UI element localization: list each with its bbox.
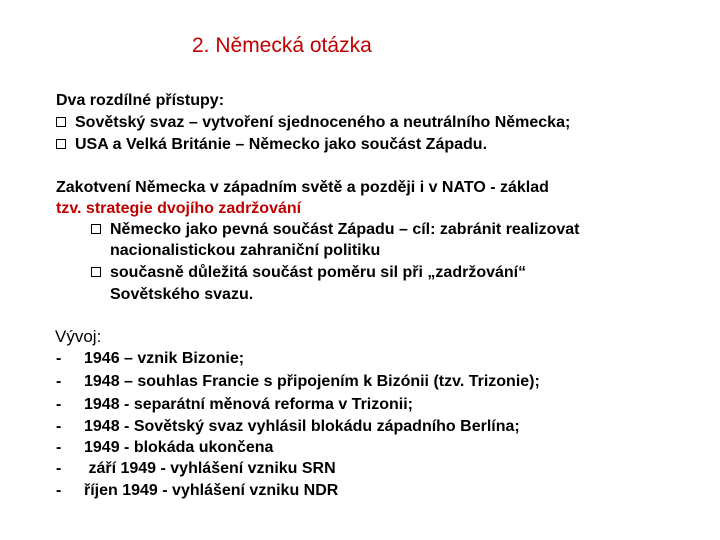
- page-title: 2. Německá otázka: [192, 34, 372, 57]
- anchoring-item-continuation: nacionalistickou zahraniční politiku: [110, 242, 381, 259]
- anchoring-item: [91, 220, 580, 240]
- intro-item: [56, 113, 570, 133]
- hollow-square-bullet-icon: [56, 117, 66, 127]
- list-item-text: 1948 - Sovětský svaz vyhlásil blokádu západního Berlína;: [84, 418, 520, 435]
- intro-heading: Dva rozdílné přístupy:: [56, 92, 225, 109]
- intro-item: [56, 135, 487, 155]
- dash-marker: -: [56, 418, 62, 435]
- list-item: [56, 438, 273, 458]
- list-item: [56, 417, 520, 437]
- list-item: [56, 459, 336, 479]
- dash-marker: -: [56, 439, 62, 456]
- anchoring-item-text: současně důležitá součást poměru sil při „zadržování“: [110, 264, 527, 281]
- development-heading: Vývoj:: [55, 327, 102, 346]
- dash-marker: -: [56, 460, 62, 477]
- list-item-text: 1948 – souhlas Francie s připojením k Bizónii (tzv. Trizonie);: [84, 373, 540, 390]
- list-item: [56, 372, 540, 392]
- anchoring-item-continuation: Sovětského svazu.: [110, 286, 254, 303]
- dash-marker: -: [56, 482, 62, 499]
- anchoring-item-text: Německo jako pevná součást Západu – cíl: zabránit realizovat: [110, 221, 580, 238]
- hollow-square-bullet-icon: [91, 224, 101, 234]
- list-item-text: 1949 - blokáda ukončena: [84, 439, 274, 456]
- list-item-text: září 1949 - vyhlášení vzniku SRN: [84, 460, 336, 477]
- list-item-text: 1946 – vznik Bizonie;: [84, 350, 245, 367]
- anchoring-text: Zakotvení Německa v západním světě a později i v NATO - základ: [56, 179, 549, 196]
- anchoring-item: [91, 263, 526, 283]
- list-item: [56, 349, 244, 369]
- dash-marker: -: [56, 350, 62, 367]
- hollow-square-bullet-icon: [91, 267, 101, 277]
- strategy-term: tzv. strategie dvojího zadržování: [56, 200, 302, 217]
- hollow-square-bullet-icon: [56, 139, 66, 149]
- list-item-text: říjen 1949 - vyhlášení vzniku NDR: [84, 482, 339, 499]
- list-item: [56, 481, 338, 501]
- intro-item-text: Sovětský svaz – vytvoření sjednoceného a neutrálního Německa;: [75, 114, 571, 131]
- list-item: [56, 395, 413, 415]
- list-item-text: 1948 - separátní měnová reforma v Trizonii;: [84, 396, 414, 413]
- dash-marker: -: [56, 373, 62, 390]
- intro-item-text: USA a Velká Británie – Německo jako součást Západu.: [75, 136, 488, 153]
- dash-marker: -: [56, 396, 62, 413]
